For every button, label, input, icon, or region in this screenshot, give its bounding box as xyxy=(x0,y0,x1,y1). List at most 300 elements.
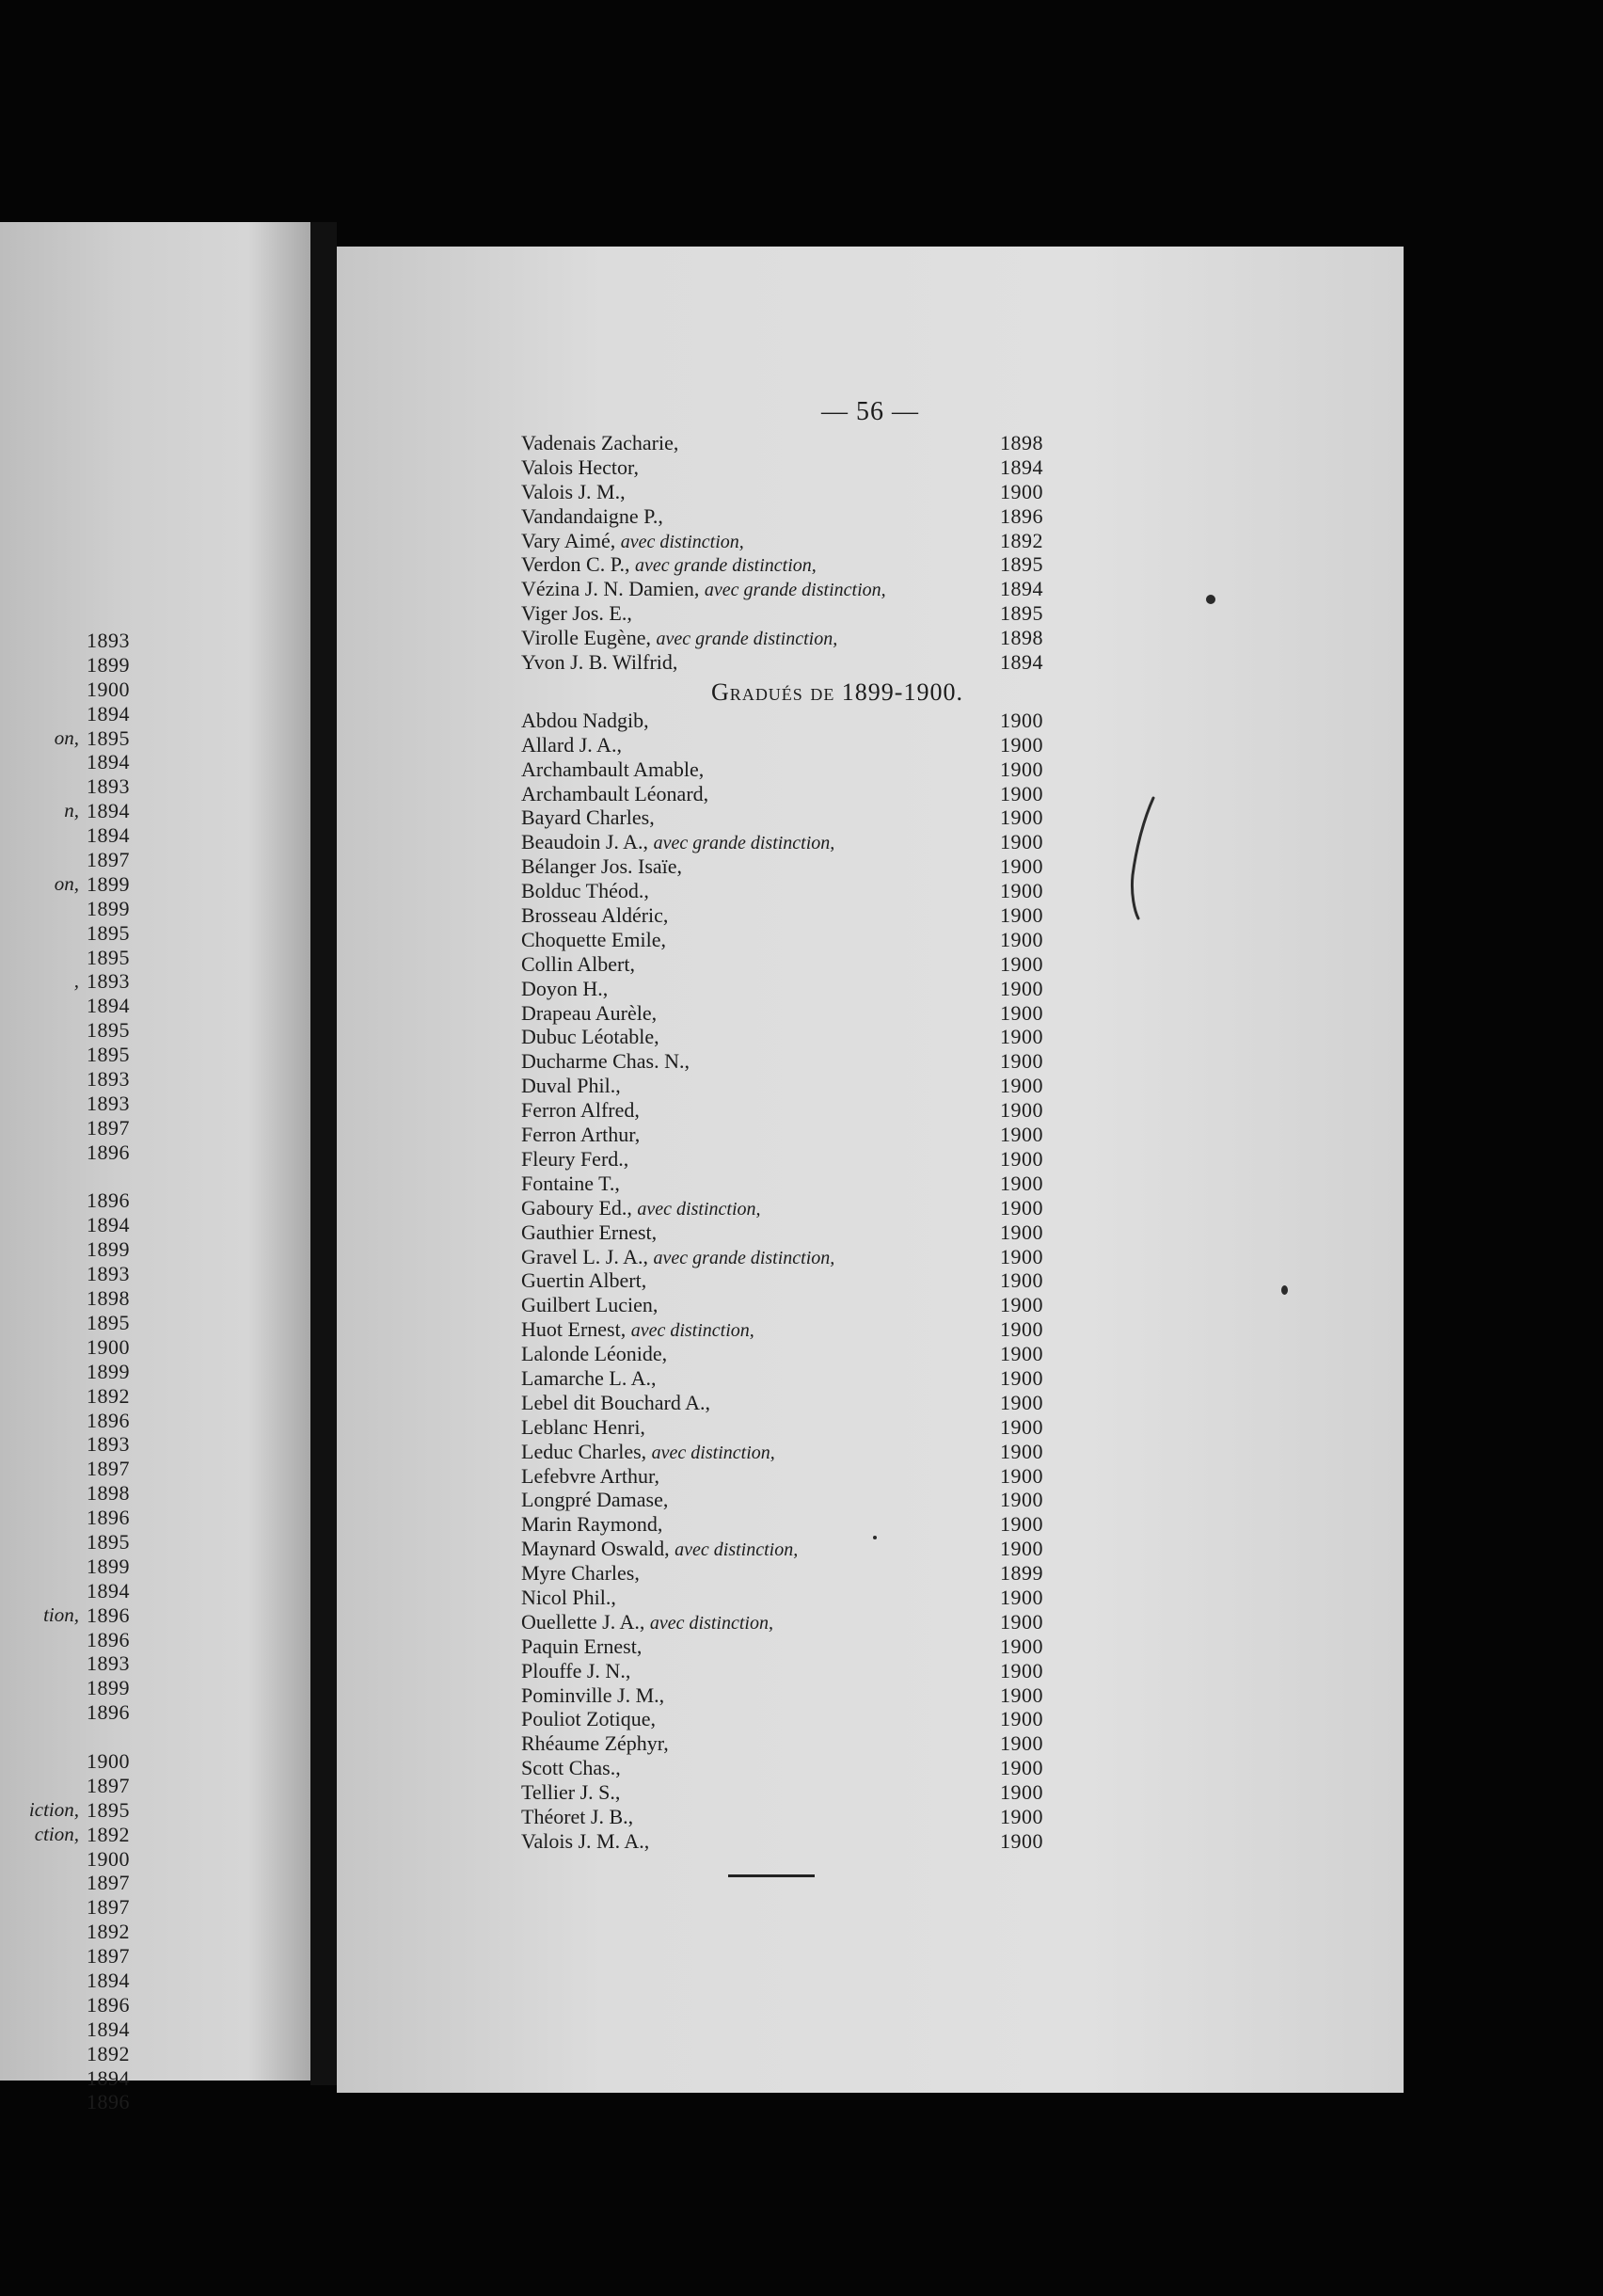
graduation-year: 1900 xyxy=(1000,1609,1043,1634)
graduation-year: 1900 xyxy=(1000,781,1043,805)
graduation-year: 1900 xyxy=(1000,1414,1043,1439)
distinction-note: avec grande distinction, xyxy=(704,580,886,601)
distinction-note: avec grande distinction, xyxy=(635,555,817,577)
left-row-year: 1894 xyxy=(87,1578,130,1602)
graduate-name xyxy=(521,1245,834,1271)
graduate-name-text: Virolle Eugène, xyxy=(521,626,657,650)
distinction-note: avec distinction, xyxy=(637,1198,761,1220)
left-row xyxy=(0,1286,141,1311)
graduate-row xyxy=(521,1464,1387,1489)
graduate-row xyxy=(521,709,1387,733)
graduate-row xyxy=(521,1245,1387,1269)
left-row xyxy=(0,1018,141,1043)
graduate-name-text: Longpré Damase, xyxy=(521,1488,669,1512)
left-row xyxy=(0,678,141,702)
graduate-row xyxy=(521,1586,1387,1610)
graduate-row xyxy=(521,1123,1387,1147)
graduate-name xyxy=(521,1780,620,1805)
graduate-name xyxy=(521,1512,662,1537)
graduate-name-text: Gaboury Ed., xyxy=(521,1195,638,1220)
graduate-name-text: Théoret J. B., xyxy=(521,1804,634,1828)
graduate-name-text: Bayard Charles, xyxy=(521,805,655,830)
left-row-year: 1898 xyxy=(87,1481,130,1506)
left-row-year: 1894 xyxy=(87,2017,130,2041)
graduation-year: 1900 xyxy=(1000,903,1043,928)
left-row-year: 1896 xyxy=(87,1408,130,1432)
graduation-year: 1900 xyxy=(1000,1074,1043,1098)
graduate-row xyxy=(521,1293,1387,1317)
graduate-name xyxy=(521,854,682,879)
graduate-row xyxy=(521,1172,1387,1196)
left-row xyxy=(0,2090,141,2114)
graduate-name-text: Ferron Alfred, xyxy=(521,1098,640,1123)
ink-speck xyxy=(1206,595,1215,604)
left-row-year: 1895 xyxy=(87,1018,130,1043)
right-page xyxy=(337,247,1404,2093)
graduation-year: 1900 xyxy=(1000,1439,1043,1463)
graduate-name-text: Drapeau Aurèle, xyxy=(521,1000,658,1025)
graduate-row xyxy=(521,1074,1387,1098)
graduation-year: 1900 xyxy=(1000,1293,1043,1317)
graduate-name xyxy=(521,1049,690,1074)
left-row xyxy=(0,1749,141,1774)
graduate-row xyxy=(521,1756,1387,1780)
left-row-fragment: iction, xyxy=(28,1797,79,1821)
graduate-name xyxy=(521,1025,659,1049)
graduate-row xyxy=(521,952,1387,977)
graduate-row xyxy=(521,626,1387,650)
graduate-name xyxy=(521,757,704,782)
left-row xyxy=(0,994,141,1018)
left-row-year: 1900 xyxy=(87,1748,130,1773)
left-row-year: 1895 xyxy=(87,920,130,945)
graduation-year: 1900 xyxy=(1000,927,1043,951)
left-row-year: 1895 xyxy=(87,1310,130,1334)
graduation-year: 1892 xyxy=(1000,528,1043,552)
left-row xyxy=(0,799,141,823)
graduate-name xyxy=(521,1415,645,1440)
graduation-year: 1894 xyxy=(1000,650,1043,675)
left-row xyxy=(0,1432,141,1457)
graduate-name xyxy=(521,977,608,1001)
graduate-row xyxy=(521,854,1387,879)
left-row-year: 1895 xyxy=(87,725,130,750)
graduate-row xyxy=(521,1805,1387,1829)
graduation-year: 1900 xyxy=(1000,479,1043,503)
left-row xyxy=(0,921,141,946)
left-row xyxy=(0,1116,141,1140)
graduate-name xyxy=(521,1707,656,1731)
left-row xyxy=(0,750,141,774)
left-row-fragment: n, xyxy=(64,799,79,822)
graduate-name xyxy=(521,480,626,504)
left-row-fragment: ction, xyxy=(34,1822,79,1845)
left-row xyxy=(0,1847,141,1872)
distinction-note: avec distinction, xyxy=(630,1320,754,1342)
left-row xyxy=(0,653,141,678)
graduation-year: 1900 xyxy=(1000,732,1043,757)
graduate-row xyxy=(521,1610,1387,1634)
left-row xyxy=(0,1213,141,1237)
left-row-year: 1899 xyxy=(87,1359,130,1383)
graduate-row xyxy=(521,455,1387,480)
graduate-row xyxy=(521,480,1387,504)
graduate-name-text: Vandandaigne P., xyxy=(521,503,663,528)
graduate-name xyxy=(521,952,635,977)
graduate-name-text: Marin Raymond, xyxy=(521,1512,663,1537)
graduation-year: 1900 xyxy=(1000,1317,1043,1342)
left-row xyxy=(0,702,141,726)
graduate-name-text: Valois Hector, xyxy=(521,454,639,479)
graduation-year: 1895 xyxy=(1000,552,1043,577)
left-row-year: 1893 xyxy=(87,629,130,652)
distinction-note: avec grande distinction, xyxy=(653,833,835,854)
graduate-row xyxy=(521,757,1387,782)
graduation-year: 1900 xyxy=(1000,1171,1043,1195)
graduation-year: 1900 xyxy=(1000,1634,1043,1658)
left-row-year: 1894 xyxy=(87,994,130,1018)
graduate-name-text: Duval Phil., xyxy=(521,1074,621,1098)
left-row xyxy=(0,1725,141,1749)
left-row xyxy=(0,848,141,872)
graduation-year: 1900 xyxy=(1000,708,1043,732)
graduate-list xyxy=(521,431,1387,1854)
left-row-year: 1893 xyxy=(87,1067,130,1092)
left-rows xyxy=(0,629,141,2114)
graduate-name xyxy=(521,1342,667,1366)
left-row xyxy=(0,1651,141,1676)
graduation-year: 1900 xyxy=(1000,1731,1043,1756)
graduate-name xyxy=(521,1731,669,1756)
graduation-year: 1900 xyxy=(1000,1049,1043,1074)
graduate-row xyxy=(521,552,1387,577)
left-row xyxy=(0,2066,141,2091)
graduate-row xyxy=(521,1196,1387,1220)
left-row-year: 1897 xyxy=(87,1895,130,1920)
graduate-name-text: Doyon H., xyxy=(521,976,609,1000)
graduate-name-text: Choquette Emile, xyxy=(521,927,666,951)
graduate-name xyxy=(521,1391,710,1415)
graduation-year: 1900 xyxy=(1000,854,1043,879)
graduate-name-text: Leduc Charles, xyxy=(521,1439,652,1463)
graduate-name-text: Archambault Amable, xyxy=(521,757,705,781)
graduate-name-text: Pouliot Zotique, xyxy=(521,1707,656,1731)
graduate-row xyxy=(521,1342,1387,1366)
graduation-year: 1900 xyxy=(1000,1342,1043,1366)
left-row-year: 1895 xyxy=(87,1529,130,1554)
graduate-name-text: Paquin Ernest, xyxy=(521,1634,643,1658)
graduation-year: 1900 xyxy=(1000,951,1043,976)
left-row-fragment: tion, xyxy=(43,1602,79,1626)
graduate-name-text: Abdou Nadgib, xyxy=(521,708,649,732)
graduation-year: 1900 xyxy=(1000,1682,1043,1707)
left-row-year: 1899 xyxy=(87,871,130,896)
left-row xyxy=(0,1895,141,1920)
graduation-year: 1900 xyxy=(1000,1658,1043,1682)
left-row xyxy=(0,1774,141,1798)
graduate-name xyxy=(521,1172,620,1196)
graduate-name xyxy=(521,879,649,903)
graduation-year: 1900 xyxy=(1000,830,1043,854)
left-row xyxy=(0,1676,141,1700)
graduate-row xyxy=(521,1561,1387,1586)
left-row xyxy=(0,1944,141,1969)
graduate-row xyxy=(521,1537,1387,1561)
graduate-row xyxy=(521,1829,1387,1854)
graduation-year: 1900 xyxy=(1000,1780,1043,1805)
left-row xyxy=(0,897,141,921)
left-row xyxy=(0,774,141,799)
graduate-row xyxy=(521,1731,1387,1756)
left-row xyxy=(0,1798,141,1823)
graduate-name xyxy=(521,733,622,757)
graduate-row xyxy=(521,1366,1387,1391)
graduation-year: 1900 xyxy=(1000,757,1043,781)
graduate-name xyxy=(521,1683,664,1708)
graduate-name xyxy=(521,1464,659,1489)
left-row xyxy=(0,1043,141,1067)
graduate-name-text: Vary Aimé, xyxy=(521,528,621,552)
graduate-row xyxy=(521,1488,1387,1512)
graduation-year: 1896 xyxy=(1000,503,1043,528)
graduation-year: 1900 xyxy=(1000,1098,1043,1123)
left-row xyxy=(0,1165,141,1189)
left-row xyxy=(0,2042,141,2066)
left-row-fragment: on, xyxy=(54,871,79,895)
left-row xyxy=(0,1628,141,1652)
left-row xyxy=(0,1384,141,1409)
left-row xyxy=(0,823,141,848)
graduate-row xyxy=(521,650,1387,675)
left-row-year: 1898 xyxy=(87,1286,130,1311)
graduate-name xyxy=(521,1317,754,1344)
left-row-year: 1896 xyxy=(87,1506,130,1530)
graduate-name-text: Vadenais Zacharie, xyxy=(521,431,679,454)
graduate-name-text: Verdon C. P., xyxy=(521,552,636,577)
graduate-name xyxy=(521,903,668,928)
left-row xyxy=(0,629,141,653)
graduate-name xyxy=(521,1123,640,1147)
left-row-year: 1896 xyxy=(87,1140,130,1164)
graduate-name xyxy=(521,1805,633,1829)
left-row-year: 1894 xyxy=(87,1968,130,1992)
graduate-row xyxy=(521,1098,1387,1123)
graduation-year: 1900 xyxy=(1000,1585,1043,1609)
left-row-year: 1892 xyxy=(87,1822,130,1846)
graduate-name xyxy=(521,1586,616,1610)
left-row xyxy=(0,1481,141,1506)
graduate-name-text: Rhéaume Zéphyr, xyxy=(521,1731,669,1756)
graduate-name-text: Allard J. A., xyxy=(521,732,622,757)
ink-speck xyxy=(873,1536,877,1539)
left-row xyxy=(0,2017,141,2042)
distinction-note: avec distinction, xyxy=(649,1612,773,1634)
graduate-name-text: Ducharme Chas. N., xyxy=(521,1049,690,1074)
graduate-name xyxy=(521,577,886,603)
left-row-year: 1894 xyxy=(87,799,130,823)
graduate-name-text: Beaudoin J. A., xyxy=(521,830,654,854)
graduate-name-text: Gauthier Ernest, xyxy=(521,1220,658,1244)
graduate-row xyxy=(521,903,1387,928)
left-row-year: 1896 xyxy=(87,2090,130,2114)
graduate-name xyxy=(521,626,837,652)
left-row-year: 1893 xyxy=(87,1651,130,1676)
left-row xyxy=(0,1530,141,1555)
left-row-year: 1896 xyxy=(87,1700,130,1725)
graduation-year: 1900 xyxy=(1000,1244,1043,1268)
distinction-note: avec distinction, xyxy=(675,1539,799,1561)
left-row-fragment: , xyxy=(73,969,79,993)
entries-before-heading xyxy=(521,431,1387,675)
graduate-row xyxy=(521,1707,1387,1731)
graduation-year: 1894 xyxy=(1000,454,1043,479)
left-row xyxy=(0,946,141,970)
distinction-note: avec grande distinction, xyxy=(653,1247,835,1268)
graduate-name xyxy=(521,1610,773,1636)
graduate-name xyxy=(521,650,677,675)
left-row xyxy=(0,1871,141,1895)
left-row-year: 1893 xyxy=(87,774,130,799)
left-row-year: 1897 xyxy=(87,1944,130,1969)
graduation-year: 1900 xyxy=(1000,1804,1043,1828)
graduate-name-text: Huot Ernest, xyxy=(521,1317,631,1342)
graduate-row xyxy=(521,733,1387,757)
left-row-year: 1896 xyxy=(87,1602,130,1627)
left-row-year: 1892 xyxy=(87,2041,130,2065)
graduate-name-text: Viger Jos. E., xyxy=(521,601,632,626)
graduate-name-text: Fleury Ferd., xyxy=(521,1146,629,1171)
left-row-year: 1897 xyxy=(87,1115,130,1140)
left-row xyxy=(0,1700,141,1725)
distinction-note: avec grande distinction, xyxy=(656,629,838,650)
graduation-year: 1894 xyxy=(1000,577,1043,601)
left-row-year: 1892 xyxy=(87,1920,130,1944)
graduate-row xyxy=(521,1049,1387,1074)
graduation-year: 1895 xyxy=(1000,601,1043,626)
graduate-name xyxy=(521,1196,761,1222)
graduate-name-text: Vézina J. N. Damien, xyxy=(521,577,705,601)
graduate-name-text: Nicol Phil., xyxy=(521,1585,616,1609)
left-row xyxy=(0,1506,141,1530)
left-page xyxy=(0,222,310,2114)
graduation-year: 1900 xyxy=(1000,1707,1043,1731)
graduate-name xyxy=(521,1829,649,1854)
graduate-row xyxy=(521,928,1387,952)
left-row-year: 1894 xyxy=(87,750,130,774)
graduation-year: 1900 xyxy=(1000,1537,1043,1561)
pencil-mark xyxy=(1116,790,1172,922)
graduate-name xyxy=(521,1561,640,1586)
left-row-year: 1899 xyxy=(87,896,130,920)
left-row-year: 1897 xyxy=(87,1773,130,1797)
graduation-year: 1900 xyxy=(1000,879,1043,903)
left-row xyxy=(0,1188,141,1213)
graduation-year: 1900 xyxy=(1000,1365,1043,1390)
left-row-year: 1900 xyxy=(87,1846,130,1871)
graduation-year: 1898 xyxy=(1000,431,1043,454)
graduate-name-text: Yvon J. B. Wilfrid, xyxy=(521,650,678,675)
graduation-year: 1900 xyxy=(1000,976,1043,1000)
graduate-name xyxy=(521,1659,630,1683)
graduate-name-text: Brosseau Aldéric, xyxy=(521,903,669,928)
graduate-name xyxy=(521,1098,640,1123)
graduate-name xyxy=(521,1001,657,1026)
graduate-row xyxy=(521,1317,1387,1342)
graduate-row xyxy=(521,1220,1387,1245)
left-row-year: 1897 xyxy=(87,1457,130,1481)
left-row-year: 1894 xyxy=(87,701,130,725)
graduate-name xyxy=(521,1634,642,1659)
left-row xyxy=(0,1237,141,1262)
graduate-row xyxy=(521,1391,1387,1415)
left-row-year: 1899 xyxy=(87,1237,130,1262)
graduate-row xyxy=(521,1268,1387,1293)
left-row xyxy=(0,1993,141,2017)
distinction-note: avec distinction, xyxy=(620,531,744,552)
graduate-name-text: Valois J. M., xyxy=(521,479,626,503)
graduate-name xyxy=(521,601,632,626)
left-row xyxy=(0,1457,141,1481)
graduation-year: 1900 xyxy=(1000,1268,1043,1293)
graduation-year: 1900 xyxy=(1000,1025,1043,1049)
left-row xyxy=(0,1603,141,1628)
left-row-year: 1895 xyxy=(87,945,130,969)
graduate-row xyxy=(521,1659,1387,1683)
graduate-row xyxy=(521,805,1387,830)
graduate-name-text: Bélanger Jos. Isaïe, xyxy=(521,854,683,879)
graduate-row xyxy=(521,782,1387,806)
graduate-name xyxy=(521,1537,798,1563)
graduate-name-text: Maynard Oswald, xyxy=(521,1537,675,1561)
left-page-year-column xyxy=(0,629,141,2114)
graduate-row xyxy=(521,879,1387,903)
graduate-row xyxy=(521,977,1387,1001)
left-row-year: 1896 xyxy=(87,1992,130,2017)
graduate-name-text: Plouffe J. N., xyxy=(521,1658,631,1682)
graduate-name xyxy=(521,1366,657,1391)
graduate-row xyxy=(521,529,1387,553)
ink-speck xyxy=(1281,1285,1288,1295)
graduate-name-text: Lebel dit Bouchard A., xyxy=(521,1390,711,1414)
left-row xyxy=(0,1335,141,1360)
graduate-name xyxy=(521,782,708,806)
left-row-year: 1897 xyxy=(87,848,130,872)
graduate-name-text: Guertin Albert, xyxy=(521,1268,647,1293)
graduate-name-text: Leblanc Henri, xyxy=(521,1414,645,1439)
graduate-row xyxy=(521,601,1387,626)
graduate-name xyxy=(521,1440,775,1466)
graduate-name xyxy=(521,805,655,830)
graduate-row xyxy=(521,1001,1387,1026)
entries-after-heading xyxy=(521,709,1387,1854)
graduation-year: 1900 xyxy=(1000,1756,1043,1780)
graduate-name-text: Guilbert Lucien, xyxy=(521,1293,659,1317)
distinction-note: avec distinction, xyxy=(651,1442,775,1463)
left-row-year: 1900 xyxy=(87,677,130,701)
left-row-year: 1896 xyxy=(87,1188,130,1213)
graduate-name xyxy=(521,1147,628,1172)
graduate-row xyxy=(521,1780,1387,1805)
graduate-name xyxy=(521,709,649,733)
left-row-year: 1895 xyxy=(87,1797,130,1822)
left-row-year: 1892 xyxy=(87,1383,130,1408)
left-row-year: 1899 xyxy=(87,1554,130,1578)
left-row-year: 1893 xyxy=(87,1262,130,1286)
graduate-row xyxy=(521,431,1387,455)
left-row-year: 1894 xyxy=(87,1213,130,1237)
graduate-row xyxy=(521,1415,1387,1440)
graduate-row xyxy=(521,1634,1387,1659)
